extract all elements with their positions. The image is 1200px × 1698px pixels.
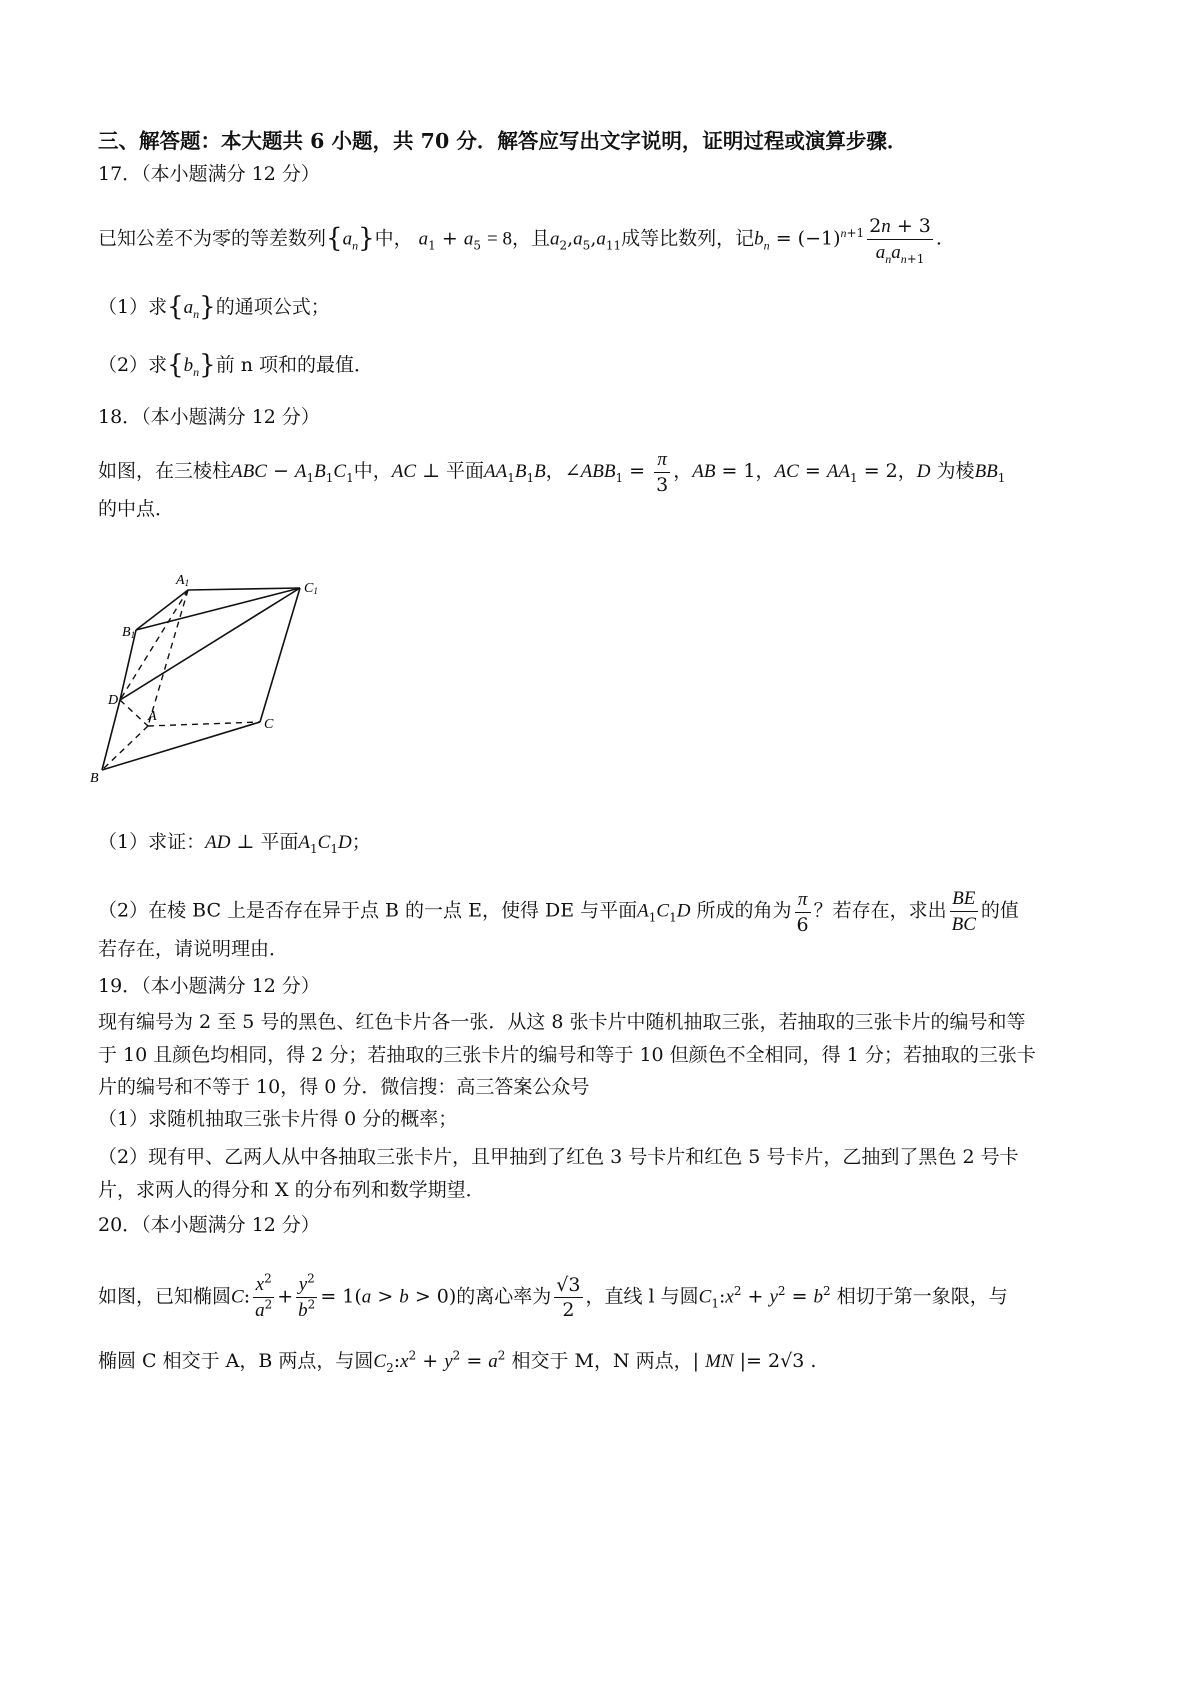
q18-part1-text: （1）求证： bbox=[98, 831, 206, 853]
q18-stem: 如图，在三棱柱ABC − $A_1B_1C_1$中，AC ⊥ 平面$AA_1B_1B$，$\angle ABB_1$ = $\frac{\pi}{3}$ ，AB = 1，AC = $AA_1 = 2$，D 为棱$BB_1$ bbox=[98, 449, 1006, 496]
q20-stem-text: 相切于第一象限，与 bbox=[836, 1285, 1008, 1308]
q20-header: 20．（本小题满分 12 分） bbox=[98, 1214, 320, 1236]
edge-a-c-hidden bbox=[148, 722, 260, 726]
prism-figure bbox=[90, 573, 358, 800]
q19-part2-line2: 片，求两人的得分和 X 的分布列和数学期望． bbox=[98, 1179, 485, 1201]
q20-line2: 椭圆 C 相交于 A，B 两点，与圆$C_2:x^2 + y^2 = a^2$ 相交于 M，N 两点，| MN |= 2√3 . bbox=[98, 1348, 817, 1375]
q18-pi-over-3: $\frac{\pi}{3}$ bbox=[656, 449, 669, 496]
label-c1: C1 bbox=[304, 581, 318, 596]
q20-stem: 如图，已知椭圆C: $\frac{x^2}{a^2}$ + $\frac{y^2}{b^2}$ = 1(a > b > 0)的离心率为 $\frac{√3}{2}$ ，直线 l 与圆$C_1:x^2 + y^2 = b^2$ 相切于第一象限，与 bbox=[98, 1271, 1008, 1321]
q17-part1-text: （1）求 bbox=[98, 296, 168, 318]
label-c: C bbox=[264, 717, 274, 732]
q17-fraction: $\frac{2n + 3}{a_na_{n+1}}$ bbox=[869, 215, 931, 266]
q19-header: 19．（本小题满分 12 分） bbox=[98, 975, 320, 997]
q18-part2-text: 的值 bbox=[980, 899, 1019, 922]
q20-stem-text: 如图，已知椭圆 bbox=[98, 1285, 232, 1308]
edge-a1-d-hidden bbox=[120, 590, 188, 700]
edge-b1-c1 bbox=[136, 588, 300, 630]
q17-header: 17．（本小题满分 12 分） bbox=[98, 163, 320, 185]
q19-line2: 于 10 且颜色均相同，得 2 分；若抽取的三张卡片的编号和等于 10 但颜色不全相同，得 1 分；若抽取的三张卡 bbox=[98, 1044, 1036, 1066]
q18-stem-text: 如图，在三棱柱 bbox=[98, 460, 232, 482]
q18-part2-text: ？若存在，求出 bbox=[813, 899, 947, 922]
q20-frac-y: $\frac{y^2}{b^2}$ bbox=[298, 1271, 316, 1321]
label-b1: B1 bbox=[122, 625, 136, 640]
q18-header: 18．（本小题满分 12 分） bbox=[98, 406, 320, 428]
q17-stem-text: ，且 bbox=[511, 227, 550, 250]
q17-stem: 已知公差不为零的等差数列$\{a_n\}$中， $a_1 + a_5 = 8$，且$a_2,a_5,a_{11}$成等比数列，记$b_n = (-1)^{n+1}$ $\frac{2n + 3}{a_na_{n+1}}$ . bbox=[98, 215, 942, 266]
q18-part2-text: （2）在棱 BC 上是否存在异于点 B 的一点 E，使得 DE 与平面 bbox=[98, 899, 638, 922]
edge-c1-c bbox=[260, 588, 300, 722]
label-a1: A1 bbox=[176, 573, 190, 588]
q20-stem-text: 的离心率为 bbox=[456, 1285, 552, 1308]
q18-part1-text: ； bbox=[351, 831, 371, 853]
q20-sqrt3-over-2: $\frac{√3}{2}$ bbox=[556, 1274, 581, 1321]
q20-stem-text: ，直线 l 与圆 bbox=[585, 1285, 699, 1308]
q17-part2-text: （2）求 bbox=[98, 354, 168, 376]
q20-line2-text: 相交于 M，N 两点， bbox=[511, 1350, 693, 1372]
edge-b-c bbox=[102, 722, 260, 770]
q18-stem-end: 的中点． bbox=[98, 498, 175, 520]
q18-part2: （2）在棱 BC 上是否存在异于点 B 的一点 E，使得 DE 与平面$A_1C_1D$ 所成的角为 $\frac{\pi}{6}$ ？若存在，求出 $\frac{BE}{BC}$ 的值 bbox=[98, 888, 1019, 936]
edge-d-a-hidden bbox=[120, 700, 148, 726]
q17-stem-text: 成等比数列，记 bbox=[621, 227, 755, 250]
q20-frac-x: $\frac{x^2}{a^2}$ bbox=[255, 1271, 273, 1321]
q19-part2-line1: （2）现有甲、乙两人从中各抽取三张卡片，且甲抽到了红色 3 号卡片和红色 5 号卡片，乙抽到了黑色 2 号卡 bbox=[98, 1146, 1019, 1168]
q17-part1: （1）求$\{a_n\}$的通项公式； bbox=[98, 292, 330, 322]
edge-b1-d bbox=[120, 630, 136, 700]
q18-stem-text: 中， bbox=[353, 460, 392, 482]
q18-stem-text: 为棱 bbox=[936, 460, 975, 482]
q20-line2-text: 椭圆 C 相交于 A，B 两点，与圆 bbox=[98, 1350, 374, 1372]
q17-part1-text: 的通项公式； bbox=[215, 296, 330, 318]
section-heading: 三、解答题：本大题共 6 小题，共 70 分．解答应写出文字说明，证明过程或演算步骤． bbox=[98, 129, 908, 153]
q19-line3: 片的编号和不等于 10，得 0 分．微信搜：高三答案公众号 bbox=[98, 1076, 590, 1098]
q18-be-over-bc: $\frac{BE}{BC}$ bbox=[951, 888, 976, 935]
q17-stem-text: 中， bbox=[374, 227, 413, 250]
edge-c1-d bbox=[120, 588, 300, 700]
q17-stem-text: 已知公差不为零的等差数列 bbox=[98, 227, 327, 250]
q19-part1: （1）求随机抽取三张卡片得 0 分的概率； bbox=[98, 1108, 458, 1130]
label-d: D bbox=[108, 693, 119, 708]
q17-part2-text: 前 n 项和的最值． bbox=[215, 354, 374, 376]
q18-part2-text: 所成的角为 bbox=[696, 899, 792, 922]
q19-line1: 现有编号为 2 至 5 号的黑色、红色卡片各一张．从这 8 张卡片中随机抽取三张，若抽取的三张卡片的编号和等 bbox=[98, 1011, 1026, 1033]
q18-part2-end: 若存在，请说明理由． bbox=[98, 938, 289, 960]
q18-stem-text: 平面 bbox=[445, 460, 484, 482]
edge-a1-a-hidden bbox=[148, 590, 188, 726]
q18-pi-over-6: $\frac{\pi}{6}$ bbox=[796, 888, 809, 936]
q18-part1: （1）求证：AD ⊥ 平面$A_1C_1D$； bbox=[98, 831, 371, 856]
edge-d-b bbox=[102, 700, 120, 770]
q18-part1-text: 平面 bbox=[260, 831, 299, 853]
label-a: A bbox=[148, 709, 157, 724]
edge-a1-c1 bbox=[188, 588, 300, 590]
q17-part2: （2）求$\{b_n\}$前 n 项和的最值． bbox=[98, 350, 374, 380]
label-b: B bbox=[90, 771, 99, 786]
